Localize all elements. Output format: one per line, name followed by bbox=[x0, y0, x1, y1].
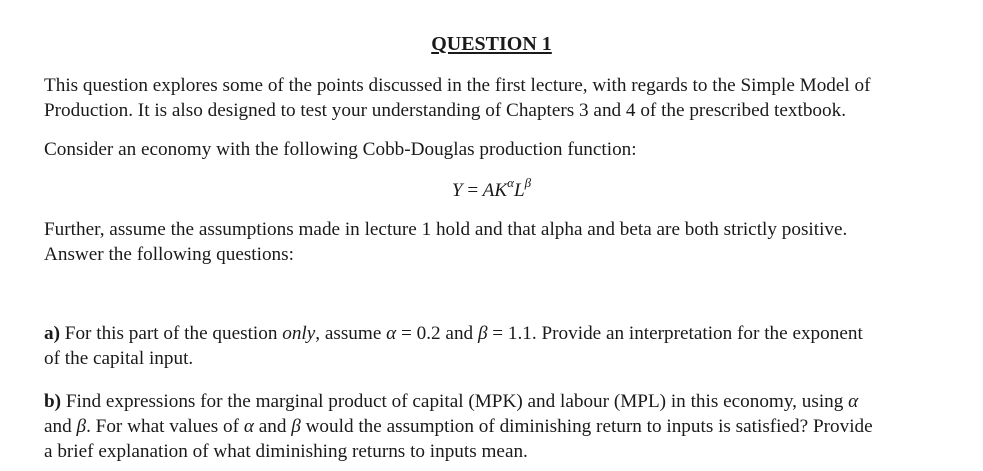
part-a-alpha: α bbox=[386, 323, 397, 344]
part-a-eq-1: = 0.2 and bbox=[396, 323, 478, 344]
part-b-line-2-d: would the assumption of diminishing return to inputs is satisfied? Provide bbox=[300, 416, 873, 437]
further-line-1: Further, assume the assumptions made in lecture 1 hold and that alpha and beta are both strictly positive. bbox=[44, 219, 848, 240]
equation-ak: AK bbox=[482, 180, 508, 201]
intro-line-1: This question explores some of the points discussed in the first lecture, with regards to the Simple Model of bbox=[44, 75, 871, 96]
part-a-text-2: , assume bbox=[315, 323, 387, 344]
equation-beta-exponent: β bbox=[524, 174, 532, 190]
part-a-text-1: For this part of the question bbox=[59, 323, 283, 344]
intro-line-2: Production. It is also designed to test your understanding of Chapters 3 and 4 of the prescribed textbook. bbox=[44, 100, 846, 121]
part-b-text-1: Find expressions for the marginal product of capital (MPK) and labour (MPL) in this economy, using bbox=[61, 391, 849, 412]
part-b-line-2-b: . For what values of bbox=[86, 416, 244, 437]
intro-paragraph bbox=[44, 73, 974, 123]
part-b-beta-2: β bbox=[291, 416, 301, 437]
part-a-label: a) bbox=[44, 323, 60, 344]
equation-l: L bbox=[513, 180, 525, 201]
part-b-line-3: a brief explanation of what diminishing returns to inputs mean. bbox=[44, 441, 528, 462]
further-paragraph bbox=[44, 217, 974, 267]
consider-text: Consider an economy with the following Cobb-Douglas production function: bbox=[44, 139, 637, 160]
question-heading bbox=[0, 32, 983, 56]
part-b-alpha-1: α bbox=[848, 391, 859, 412]
production-function-equation bbox=[0, 174, 983, 203]
equation-alpha-exponent: α bbox=[507, 174, 514, 190]
consider-paragraph bbox=[44, 137, 974, 162]
part-a-beta: β bbox=[477, 323, 488, 344]
part-b-beta-1: β bbox=[76, 416, 87, 437]
further-line-2: Answer the following questions: bbox=[44, 244, 294, 265]
question-title: QUESTION 1 bbox=[431, 33, 552, 55]
part-a-line-2: of the capital input. bbox=[44, 348, 194, 369]
part-a-only: only bbox=[282, 323, 316, 344]
part-b-paragraph bbox=[44, 389, 974, 464]
equation-equals: = bbox=[467, 180, 479, 201]
equation-lhs: Y bbox=[451, 180, 463, 201]
part-b-line-2-a: and bbox=[44, 416, 77, 437]
part-b-label: b) bbox=[44, 391, 62, 412]
part-a-paragraph bbox=[44, 321, 974, 371]
part-b-line-2-c: and bbox=[253, 416, 292, 437]
part-b-alpha-2: α bbox=[243, 416, 254, 437]
part-a-eq-2: = 1.1. Provide an interpretation for the exponent bbox=[487, 323, 863, 344]
